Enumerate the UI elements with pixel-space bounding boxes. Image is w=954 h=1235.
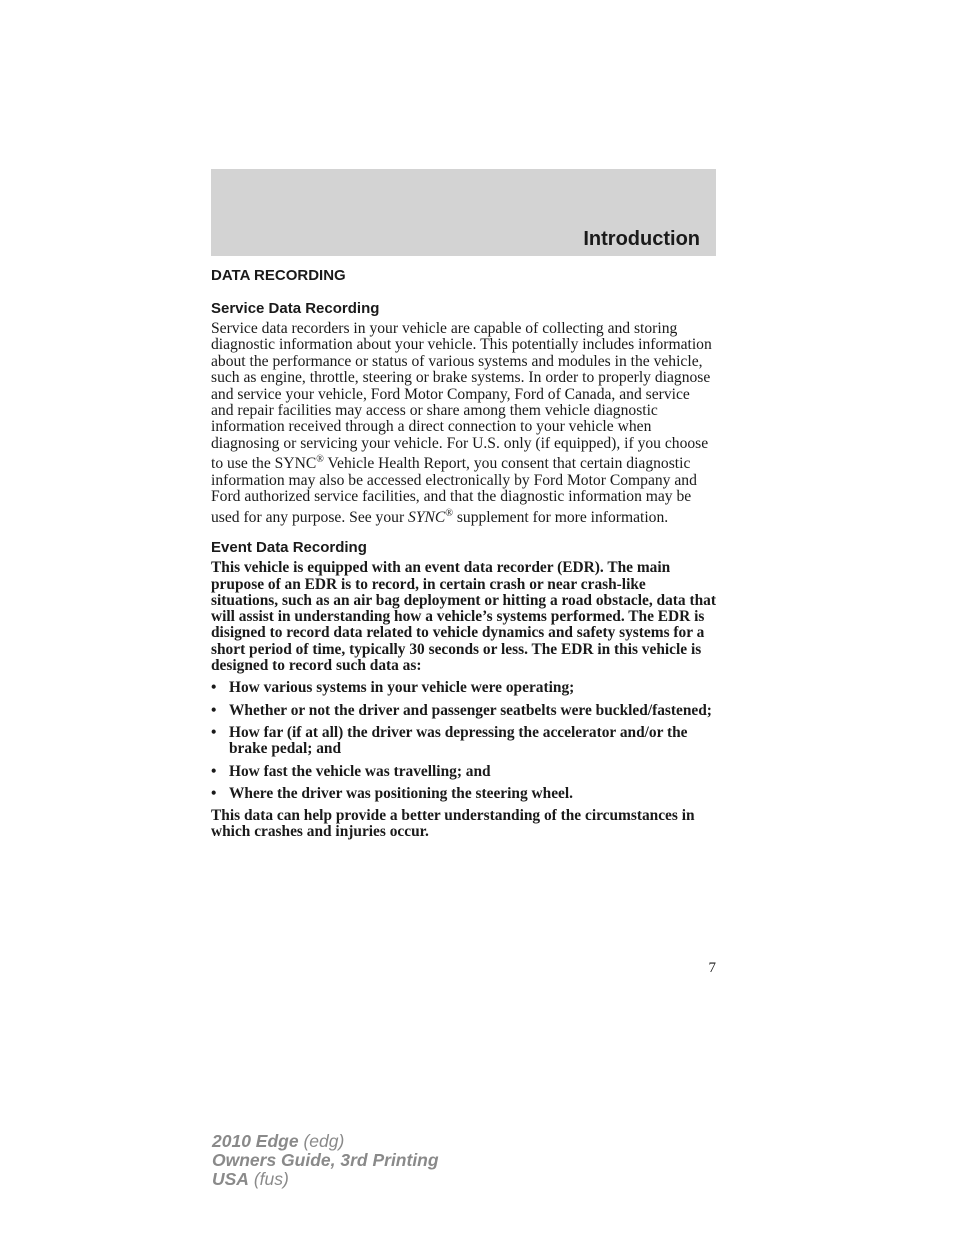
event-data-recording-intro: This vehicle is equipped with an event data recorder (EDR). The main prupose of an EDR is to record, in certain crash or near crash-like situations, such as an air bag deployment or hitting a road obstacle, data that will assist in understanding how a vehicle’s systems performed. The EDR is disigned to record data related to vehicle dynamics and safety systems for a short period of time, typically 30 seconds or less. The EDR in this vehicle is designed to record such data as: [211, 559, 716, 675]
sync-italic: SYNC [408, 508, 446, 526]
footer-market: USA [212, 1169, 249, 1189]
list-item-text: How fast the vehicle was travelling; and [229, 762, 491, 780]
footer-line-1 [212, 1132, 439, 1151]
list-item [211, 786, 716, 802]
list-item-text: How far (if at all) the driver was depressing the accelerator and/or the brake pedal; and [229, 723, 688, 758]
page-content [211, 266, 716, 847]
list-item [211, 703, 716, 719]
service-text-part-1: Service data recorders in your vehicle are capable of collecting and storing diagnostic information about your vehicle. This potentially includes information about the performance or status of various systems and modules in the vehicle, such as engine, throttle, steering or brake systems. In order to properly diagnose and service your vehicle, Ford Motor Company, Ford of Canada, and service and repair facilities may access or share among them vehicle diagnostic information received through a direct connection to your vehicle when diagnosing or servicing your vehicle. For U.S. only (if equipped), if you choose to use the SYNC [211, 320, 712, 473]
service-data-recording-paragraph [211, 321, 716, 526]
bullet-dot: • [211, 784, 217, 802]
registered-mark-2: ® [445, 507, 453, 519]
service-text-part-3: supplement for more information. [452, 508, 669, 526]
bullet-dot: • [211, 762, 217, 780]
list-item-text: How various systems in your vehicle were operating; [229, 679, 575, 697]
section-title: DATA RECORDING [211, 267, 346, 284]
bullet-dot: • [211, 679, 217, 697]
service-data-recording-title: Service Data Recording [211, 300, 380, 317]
footer-market-code: (fus) [248, 1169, 289, 1189]
page-number: 7 [708, 960, 716, 976]
event-data-recording-title: Event Data Recording [211, 539, 367, 557]
footer-model: 2010 Edge [212, 1131, 299, 1151]
chapter-header-band [211, 169, 716, 256]
bullet-dot: • [211, 701, 217, 719]
list-item-text: Where the driver was positioning the steering wheel. [229, 784, 573, 802]
footer-line-3 [212, 1170, 439, 1189]
document-footer [212, 1132, 439, 1189]
chapter-title: Introduction [583, 228, 700, 250]
footer-line-2: Owners Guide, 3rd Printing [212, 1150, 439, 1170]
list-item-text: Whether or not the driver and passenger seatbelts were buckled/fastened; [229, 701, 712, 719]
edr-data-list [211, 680, 716, 802]
footer-model-code: (edg) [298, 1131, 345, 1151]
event-data-recording-closing: This data can help provide a better understanding of the circumstances in which crashes and injuries occur. [211, 807, 695, 841]
list-item [211, 725, 716, 758]
bullet-dot: • [211, 723, 217, 741]
list-item [211, 764, 716, 780]
registered-mark: ® [316, 454, 324, 466]
list-item [211, 680, 716, 696]
service-text-part-2: Vehicle Health Report, you consent that certain diagnostic information may also be accessed electronically by Ford Motor Company and Ford authorized service facilities, and that the diagnostic information may be used for any purpose. See your [211, 455, 697, 526]
